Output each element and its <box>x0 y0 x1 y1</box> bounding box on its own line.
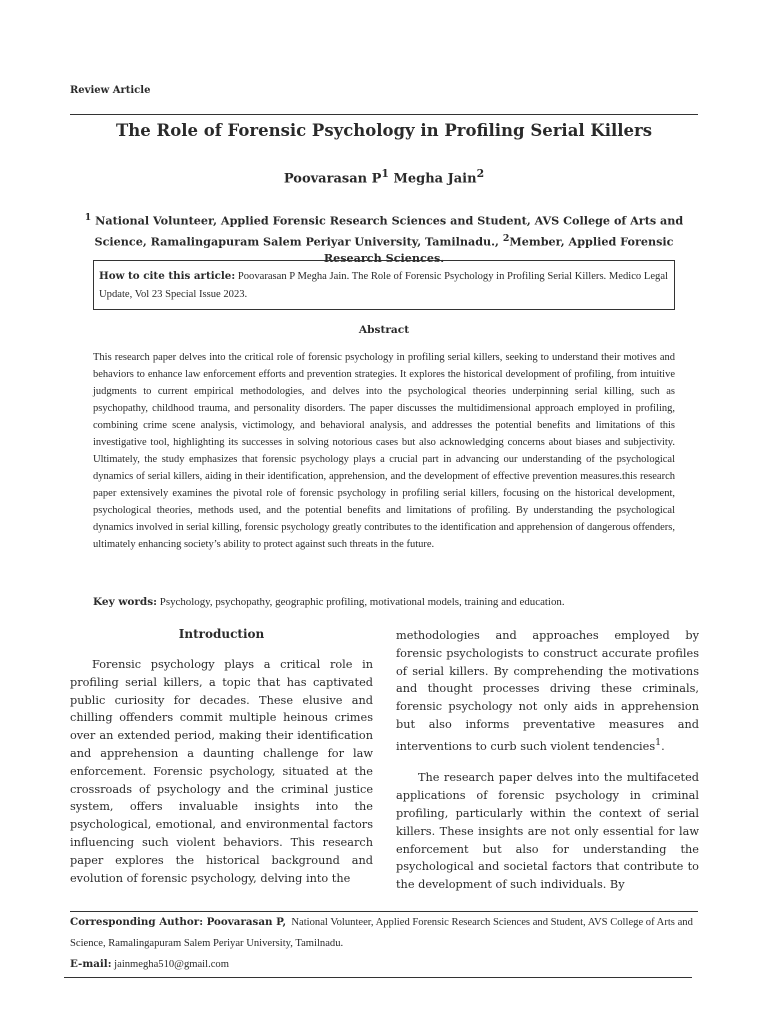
corresponding-author-label: Corresponding Author: Poovarasan P, <box>70 916 287 928</box>
citation-label: How to cite this article: <box>99 270 236 282</box>
left-column <box>70 656 373 887</box>
affiliation-marker: 2 <box>502 232 510 244</box>
body-paragraph-end: . <box>661 739 665 753</box>
email-label: E-mail: <box>70 958 112 970</box>
header-divider <box>70 114 698 115</box>
affiliations <box>72 209 696 267</box>
abstract-heading: Abstract <box>358 324 410 336</box>
corresponding-author-text: National Volunteer, Applied Forensic Research Sciences and Student, AVS College of Arts and Science, Ramalingapuram Salem Periyar University, Tamilnadu. <box>70 917 693 949</box>
author-name: Poovarasan P <box>283 171 382 187</box>
page-bottom-divider <box>64 977 692 978</box>
introduction-heading: Introduction <box>178 627 265 641</box>
body-paragraph <box>396 627 699 755</box>
author-list <box>70 167 698 186</box>
right-column <box>396 627 699 894</box>
article-type-label: Review Article <box>70 85 151 96</box>
author-name: Megha Jain <box>393 171 477 187</box>
abstract-text: This research paper delves into the critical role of forensic psychology in profiling serial killers, seeking to understand their motives and behaviors to enhance law enforcement efforts and prevention strategies. It explores the historical development of profiling, from intuitive judgments to current empirical methodologies, and delves into the psychological theories underpinning serial killing, such as psychopathy, childhood trauma, and personality disorders. The paper discusses the multidimensional approach employed in profiling, combining crime scene analysis, victimology, and behavioral analysis, and addresses the potential benefits and limitations of this investigative tool, highlighting its successes in solving notorious cases but also acknowledging concerns about biases and subjectivity. Ultimately, the study emphasizes that forensic psychology plays a crucial part in advancing our understanding of the psychological dynamics of serial killers, aiding in their identification, apprehension, and the development of effective prevention measures.this research paper extensively examines the pivotal role of forensic psychology in profiling serial killers, focusing on the historical development, psychological theories, methods used, and the potential benefits and limitations of profiling. By understanding the psychological dynamics involved in serial killing, forensic psychology greatly contributes to the identification and apprehension of dangerous offenders, ultimately enhancing society’s ability to protect against such threats in the future. <box>93 352 675 550</box>
email-address: jainmegha510@gmail.com <box>114 959 229 970</box>
keywords-label: Key words: <box>93 596 158 608</box>
author-affiliation-marker: 2 <box>476 167 485 180</box>
body-paragraph-text: methodologies and approaches employed by forensic psychologists to construct accurate profiles of serial killers. By comprehending the motivations and thought processes driving these criminals, forensic psychology not only aids in apprehension but also informs preventative measures and interventions to curb such violent tendencies <box>396 629 699 753</box>
keywords <box>93 596 675 608</box>
paper-title: The Role of Forensic Psychology in Profiling Serial Killers <box>115 121 653 140</box>
body-paragraph: Forensic psychology plays a critical role in profiling serial killers, a topic that has captivated public curiosity for decades. These elusive and chilling offenders commit multiple heinous crimes over an extended period, making their identification and apprehension a daunting challenge for law enforcement. Forensic psychology, situated at the crossroads of psychology and the criminal justice system, offers invaluable insights into the psychological, emotional, and environmental factors influencing such violent behaviors. This research paper explores the historical background and evolution of forensic psychology, delving into the <box>70 658 373 885</box>
author-affiliation-marker: 1 <box>381 167 389 180</box>
affiliation-text: Member, Applied Forensic Research Sciences. <box>323 234 674 266</box>
affiliation-text: National Volunteer, Applied Forensic Research Sciences and Student, AVS College of Arts and Science, Ramalingapuram Salem Periyar University, Tamilnadu., <box>94 213 684 249</box>
corresponding-author-note <box>70 912 698 975</box>
citation-text: Poovarasan P Megha Jain. The Role of Forensic Psychology in Profiling Serial Killers. Medico Legal Update, Vol 23 Special Issue 2023. <box>99 271 668 300</box>
keywords-text: Psychology, psychopathy, geographic profiling, motivational models, training and education. <box>159 596 565 608</box>
affiliation-marker: 1 <box>84 212 92 223</box>
citation-box <box>93 260 675 310</box>
body-paragraph: The research paper delves into the multifaceted applications of forensic psychology in criminal profiling, particularly within the context of serial killers. These insights are not only essential for law enforcement but also for understanding the psychological and societal factors that contribute to the development of such individuals. By <box>396 771 699 892</box>
reference-marker: 1 <box>655 736 662 748</box>
